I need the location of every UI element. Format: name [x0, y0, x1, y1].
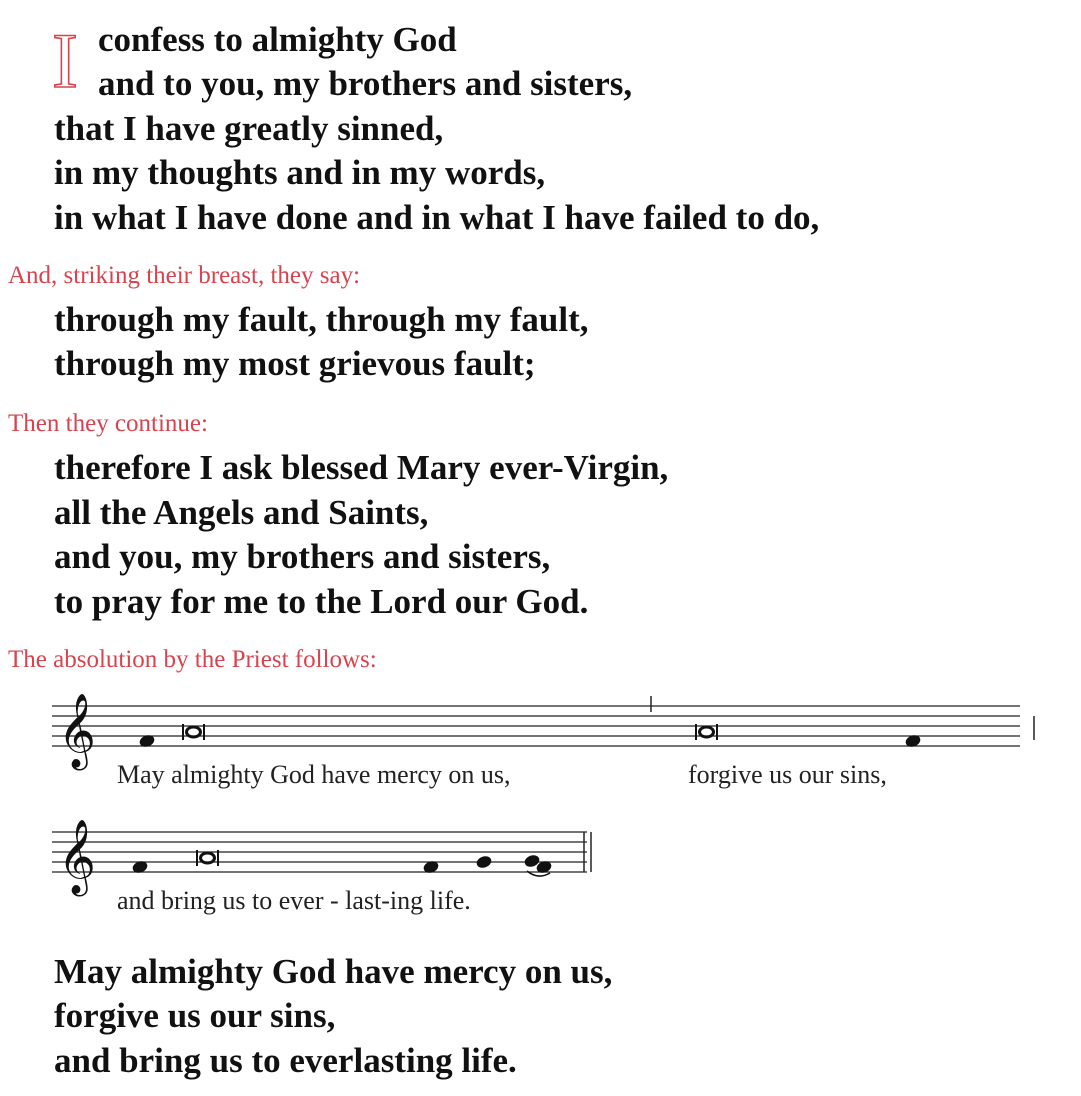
confiteor-line-2: and to you, my brothers and sisters,: [98, 64, 633, 103]
confiteor-line-3: that I have greatly sinned,: [54, 109, 444, 148]
continue-line-4: to pray for me to the Lord our God.: [54, 582, 589, 621]
treble-clef-icon: 𝄞: [58, 694, 96, 768]
note-5: [476, 855, 493, 869]
treble-clef-icon-2: 𝄞: [58, 820, 96, 894]
fault-line-2: through my most grievous fault;: [54, 344, 536, 383]
chant-lyric-2: and bring us to ever - last-ing life.: [117, 886, 471, 915]
continue-line-3: and you, my brothers and sisters,: [54, 537, 551, 576]
confiteor-line-1: confess to almighty God: [98, 20, 457, 59]
rubric-absolution: The absolution by the Priest follows:: [8, 646, 377, 673]
chant-lyric-1b: forgive us our sins,: [688, 760, 887, 789]
rubric-continue: Then they continue:: [8, 410, 208, 437]
confiteor-line-4: in my thoughts and in my words,: [54, 153, 546, 192]
fault-line-1: through my fault, through my fault,: [54, 300, 589, 339]
chant-lyric-1a: May almighty God have mercy on us,: [117, 760, 511, 789]
staff-2: [52, 832, 591, 872]
response-line-2: forgive us our sins,: [54, 996, 336, 1035]
confiteor-line-5: in what I have done and in what I have failed to do,: [54, 198, 820, 237]
staff-1: [52, 696, 1034, 746]
rubric-striking-breast: And, striking their breast, they say:: [8, 262, 361, 289]
continue-line-1: therefore I ask blessed Mary ever-Virgin,: [54, 448, 669, 487]
response-line-1: May almighty God have mercy on us,: [54, 952, 613, 991]
response-line-3: and bring us to everlasting life.: [54, 1041, 517, 1080]
drop-cap-letter: I: [52, 17, 78, 104]
continue-line-2: all the Angels and Saints,: [54, 493, 429, 532]
